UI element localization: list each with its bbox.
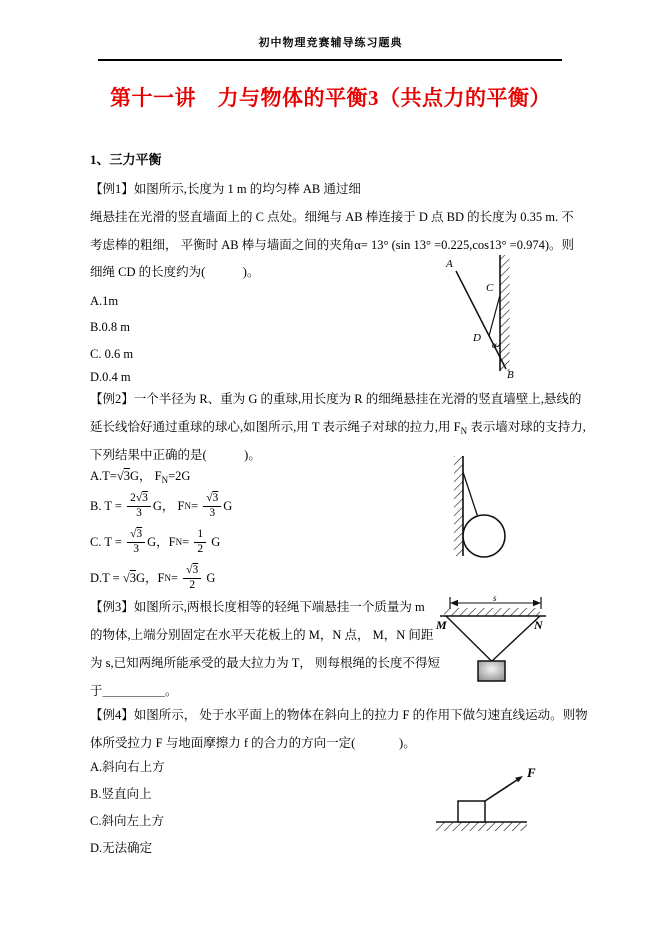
ex2-line-3: 下列结果中正确的是( )。 xyxy=(90,448,261,462)
ex1-line-3: 考虑棒的粗细， 平衡时 AB 棒与墙面之间的夹角α= 13° (sin 13° =0.225,cos13° =0.974)。则 xyxy=(90,238,575,252)
wall-hatching xyxy=(501,255,510,371)
page-header: 初中物理竞赛辅导练习题典 xyxy=(258,37,403,49)
section-heading: 1、三力平衡 xyxy=(90,152,162,167)
string-T xyxy=(463,472,478,516)
ball xyxy=(463,515,505,557)
block xyxy=(458,801,485,822)
ex3-line-3: 为 s,已知两绳所能承受的最大拉力为 T， 则每根绳的长度不得短 xyxy=(90,656,441,670)
label-N: N xyxy=(534,618,543,632)
label-F: F xyxy=(527,765,536,780)
figure-ex3-ropes-ceiling xyxy=(430,594,580,684)
rope-left xyxy=(446,616,492,661)
force-arrow-line xyxy=(485,780,517,801)
figure-ex2-ball-on-wall xyxy=(441,452,576,564)
ex4-option-a: A.斜向右上方 xyxy=(90,760,165,774)
ex4-option-c: C.斜向左上方 xyxy=(90,814,164,828)
ex1-option-d: D.0.4 m xyxy=(90,370,131,384)
arrowhead-right xyxy=(533,600,541,606)
header-divider xyxy=(98,59,562,61)
ex1-line-4: 细绳 CD 的长度约为( )。 xyxy=(90,265,260,279)
ex2-line-1: 【例2】一个半径为 R、重为 G 的重球,用长度为 R 的细绳悬挂在光滑的竖直墙壁上,悬线的 xyxy=(90,392,582,406)
ex4-option-d: D.无法确定 xyxy=(90,841,153,855)
ex2-option-d: D.T = √3 G，F N = $\frac{√3}{2}$ G xyxy=(90,563,216,591)
ex2-option-b: B. T = $\frac{2√3}{3}$ G， F N = $\frac{√3}{3}$ G xyxy=(90,491,233,519)
ex1-option-c: C. 0.6 m xyxy=(90,347,134,361)
label-C: C xyxy=(486,282,494,294)
ex3-line-4: 于＿＿＿＿＿。 xyxy=(90,684,178,698)
label-D: D xyxy=(473,332,481,344)
ex4-line-1: 【例4】如图所示， 处于水平面上的物体在斜向上的拉力 F 的作用下做匀速直线运动。则物 xyxy=(90,708,588,722)
ex1-line-2: 绳悬挂在光滑的竖直墙面上的 C 点处。细绳与 AB 棒连接于 D 点 BD 的长度为 0.35 m. 不 xyxy=(90,210,574,224)
string-CD xyxy=(489,295,500,336)
page-title: 第十一讲 力与物体的平衡3（共点力的平衡） xyxy=(110,86,551,110)
ex1-option-b: B.0.8 m xyxy=(90,320,130,334)
label-M: M xyxy=(436,618,447,632)
wall-hatching xyxy=(454,456,463,556)
label-alpha: α xyxy=(492,340,497,350)
figure-ex1-rod-against-wall xyxy=(432,251,574,379)
ex2-option-a: A.T=√3G， $F_N=2G$ xyxy=(90,469,191,485)
arrowhead-left xyxy=(450,600,458,606)
rope-right xyxy=(492,616,540,661)
ex3-line-2: 的物体,上端分别固定在水平天花板上的 M，N 点， M，N 间距 xyxy=(90,628,434,642)
ground-hatching xyxy=(436,822,527,831)
label-s: s xyxy=(493,594,497,603)
force-arrowhead xyxy=(515,776,523,782)
ex2-option-c: C. T = $\frac{√3}{3}$ G，F N = $\frac{1}{2}$ G xyxy=(90,527,221,555)
ex1-line-1: 【例1】如图所示,长度为 1 m 的均匀棒 AB 通过细 xyxy=(90,182,361,196)
figure-ex4-block-pulled xyxy=(422,751,577,851)
ex2-line-2: 延长线恰好通过重球的球心,如图所示,用 T 表示绳子对球的拉力,用 $F_N$ 表示墙对球的支持力, xyxy=(90,420,586,436)
ex1-option-a: A.1m xyxy=(90,294,119,308)
label-A: A xyxy=(446,258,453,270)
ex4-line-2: 体所受拉力 F 与地面摩擦力 f 的合力的方向一定( )。 xyxy=(90,736,416,750)
weight-block xyxy=(478,661,505,681)
ex3-line-1: 【例3】如图所示,两根长度相等的轻绳下端悬挂一个质量为 m xyxy=(90,600,425,614)
rod-AB xyxy=(456,271,506,369)
ex4-option-b: B.竖直向上 xyxy=(90,787,152,801)
label-B: B xyxy=(507,369,514,379)
ceiling-hatching xyxy=(444,608,540,616)
